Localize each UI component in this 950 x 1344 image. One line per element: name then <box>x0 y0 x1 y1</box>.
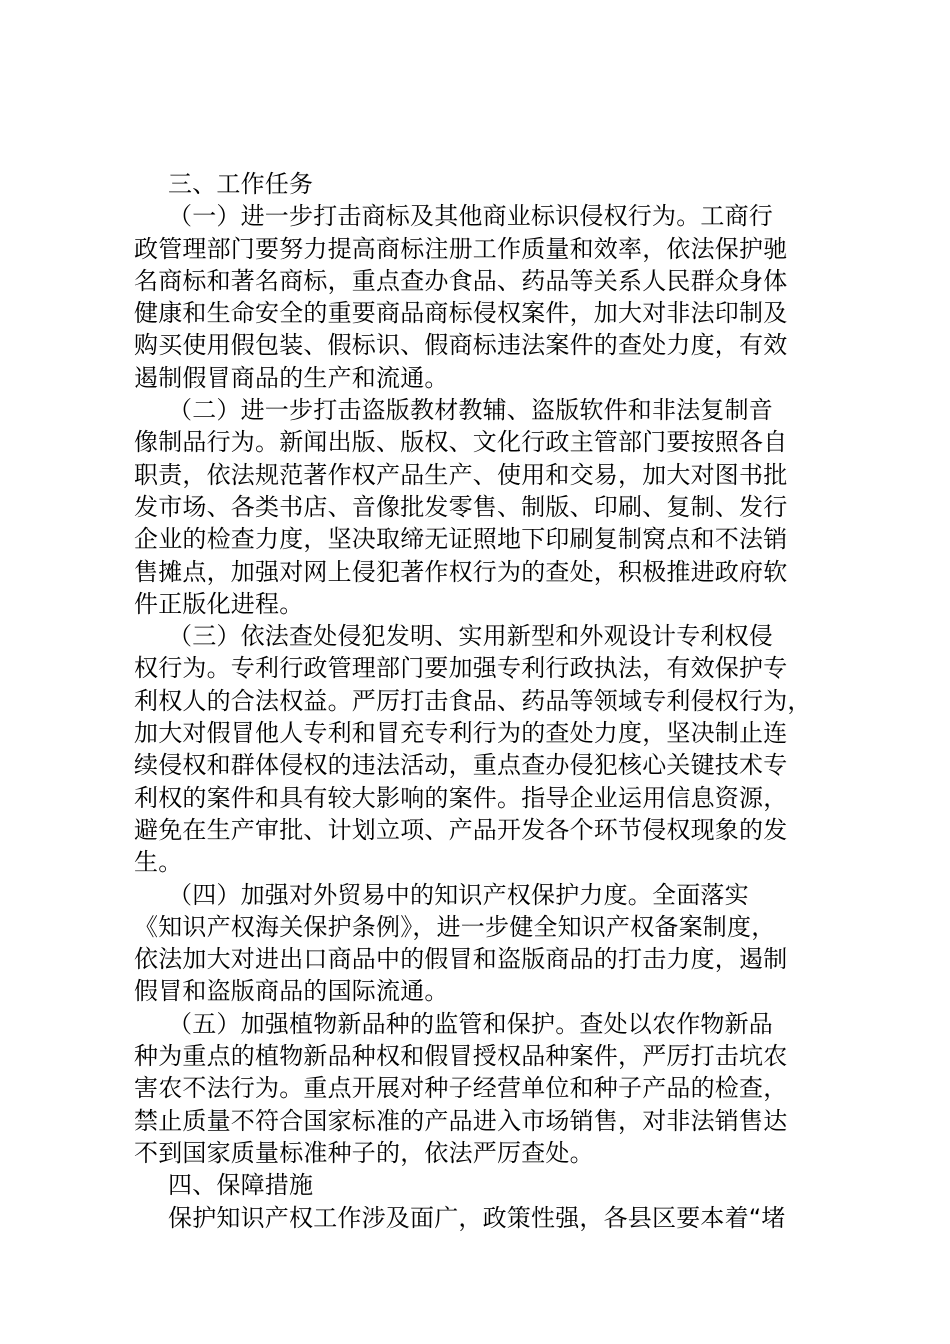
document-body <box>134 168 824 1234</box>
paragraph-line: 禁止质量不符合国家标准的产品进入市场销售，对非法销售达 <box>134 1106 788 1135</box>
section-heading: 三、工作任务 <box>168 170 314 198</box>
paragraph-line: （五）加强植物新品种的监管和保护。查处以农作物新品 <box>168 1009 773 1038</box>
paragraph-line: 利权的案件和具有较大影响的案件。指导企业运用信息资源， <box>134 783 788 812</box>
paragraph-line: （一）进一步打击商标及其他商业标识侵权行为。工商行 <box>168 202 773 231</box>
paragraph-line: 职责，依法规范著作权产品生产、使用和交易，加大对图书批 <box>134 460 788 489</box>
paragraph-line: 政管理部门要努力提高商标注册工作质量和效率，依法保护驰 <box>134 234 788 263</box>
paragraph-line: 避免在生产审批、计划立项、产品开发各个环节侵权现象的发 <box>134 815 788 844</box>
paragraph-line: 不到国家质量标准种子的，依法严厉查处。 <box>134 1138 594 1167</box>
paragraph-line: 名商标和著名商标，重点查办食品、药品等关系人民群众身体 <box>134 266 788 295</box>
paragraph-line: 发市场、各类书店、音像批发零售、制版、印刷、复制、发行 <box>134 492 788 521</box>
paragraph-line: 企业的检查力度，坚决取缔无证照地下印刷复制窝点和不法销 <box>134 525 788 554</box>
paragraph-line: 加大对假冒他人专利和冒充专利行为的查处力度，坚决制止连 <box>134 719 788 748</box>
paragraph-line: 像制品行为。新闻出版、版权、文化行政主管部门要按照各自 <box>134 428 788 457</box>
paragraph-line: 权行为。专利行政管理部门要加强专利行政执法，有效保护专 <box>134 654 788 683</box>
paragraph-line: 《知识产权海关保护条例》，进一步健全知识产权备案制度， <box>134 912 776 941</box>
paragraph-line: 健康和生命安全的重要商品商标侵权案件，加大对非法印制及 <box>134 299 788 328</box>
paragraph-line: （四）加强对外贸易中的知识产权保护力度。全面落实 <box>168 880 749 909</box>
paragraph-line: 生。 <box>134 848 183 877</box>
paragraph-line: 害农不法行为。重点开展对种子经营单位和种子产品的检查， <box>134 1074 788 1103</box>
section-heading: 四、保障措施 <box>168 1171 314 1200</box>
paragraph-line: （二）进一步打击盗版教材教辅、盗版软件和非法复制音 <box>168 396 773 425</box>
paragraph-line: 保护知识产权工作涉及面广，政策性强，各县区要本着“堵 <box>168 1203 786 1232</box>
paragraph-line: 依法加大对进出口商品中的假冒和盗版商品的打击力度，遏制 <box>134 945 788 974</box>
paragraph-line: 利权人的合法权益。严厉打击食品、药品等领域专利侵权行为， <box>134 686 812 715</box>
paragraph-line: （三）依法查处侵犯发明、实用新型和外观设计专利权侵 <box>168 622 773 651</box>
paragraph-line: 续侵权和群体侵权的违法活动，重点查办侵犯核心关键技术专 <box>134 751 788 780</box>
paragraph-line: 假冒和盗版商品的国际流通。 <box>134 977 449 1006</box>
paragraph-line: 售摊点，加强对网上侵犯著作权行为的查处，积极推进政府软 <box>134 557 788 586</box>
paragraph-line: 遏制假冒商品的生产和流通。 <box>134 363 449 392</box>
paragraph-line: 种为重点的植物新品种权和假冒授权品种案件，严厉打击坑农 <box>134 1042 788 1071</box>
paragraph-line: 购买使用假包装、假标识、假商标违法案件的查处力度，有效 <box>134 331 788 360</box>
paragraph-line: 件正版化进程。 <box>134 589 304 618</box>
